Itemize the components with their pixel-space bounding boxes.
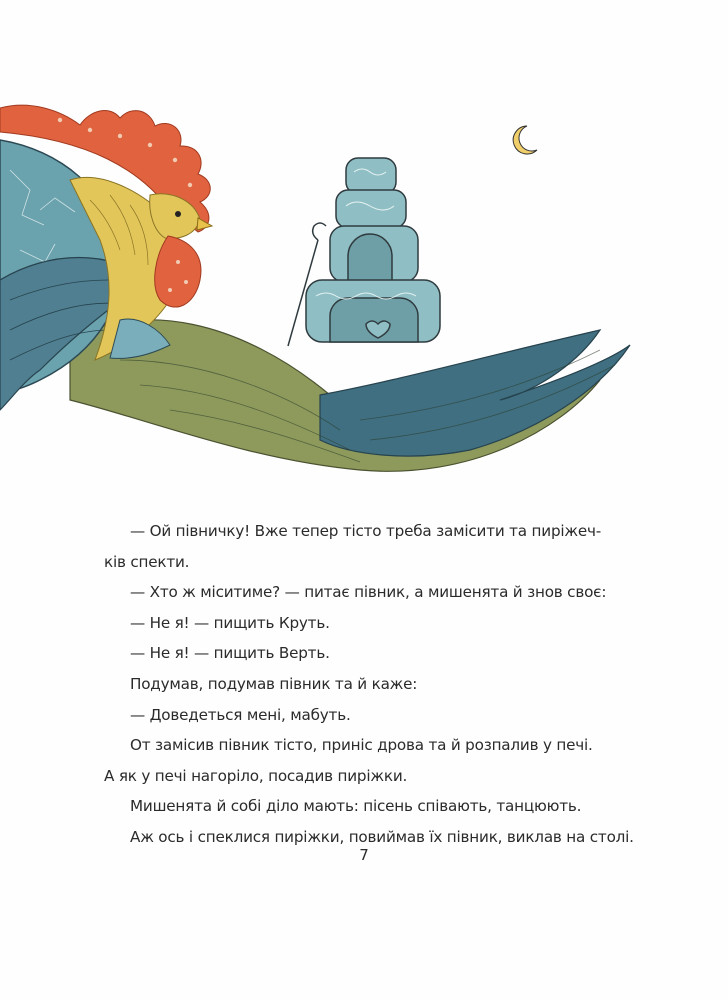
paragraph: От замісив півник тісто, приніс дрова та й розпалив у печі. (130, 736, 593, 755)
paragraph: — Не я! — пищить Круть. (130, 613, 330, 632)
paragraph: — Ой півничку! Вже тепер тісто треба замісити та пиріжеч- (130, 522, 602, 540)
paragraph: А як у печі нагоріло, посадив пиріжки. (104, 766, 408, 785)
rooster-eye (175, 211, 181, 217)
crescent-moon-icon (513, 126, 537, 154)
paragraph: Подумав, подумав півник та й каже: (130, 674, 418, 693)
paragraph: — Доведеться мені, мабуть. (130, 705, 351, 724)
rooster-wattle (155, 236, 201, 307)
paragraph: Мишенята й собі діло мають: пісень співають, танцюють. (130, 797, 582, 816)
stove-icon (306, 158, 440, 342)
paragraph: Аж ось і спеклися пиріжки, повиймав їх півник, виклав на столі. (130, 827, 634, 846)
paragraph: — Хто ж міситиме? — питає півник, а мишенята й знов своє: (130, 583, 607, 602)
paragraph: — Не я! — пищить Верть. (130, 644, 330, 663)
story-text (104, 516, 644, 853)
paragraph: ків спекти. (104, 552, 190, 571)
page-number: 7 (359, 846, 369, 864)
